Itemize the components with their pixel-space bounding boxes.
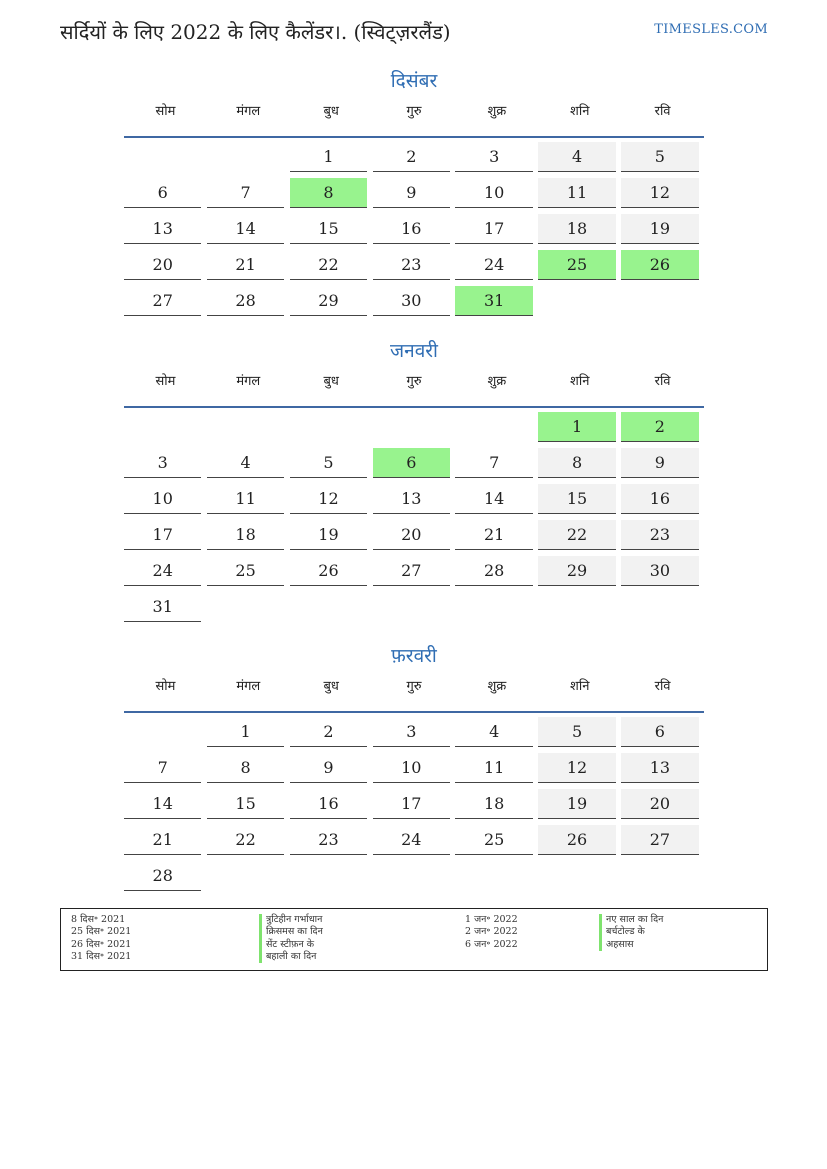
legend-date: 1 जन॰ 2022 (465, 914, 518, 925)
week-row (124, 717, 704, 753)
day-cell: 12 (621, 178, 698, 208)
weekday-label: बुध (323, 679, 339, 694)
legend-holiday-name: बर्चटोल्ड के (599, 926, 663, 938)
empty-cell (207, 412, 284, 442)
empty-cell (373, 412, 450, 442)
week-row (124, 286, 704, 322)
weekday-header-row (124, 366, 704, 408)
weekday-label: शनि (570, 104, 590, 119)
weekday-header-row (124, 96, 704, 138)
weekday-label: शनि (570, 374, 590, 389)
day-cell: 15 (207, 789, 284, 819)
legend-date: 6 जन॰ 2022 (465, 938, 518, 950)
weekday-label: शुक्र (487, 679, 507, 694)
day-cell: 24 (124, 556, 201, 586)
weekday-label: गुरु (406, 104, 422, 119)
day-cell: 16 (621, 484, 698, 514)
legend-holiday-name: सेंट स्टीफ़न के (259, 939, 323, 951)
week-row (124, 142, 704, 178)
day-cell: 4 (455, 717, 532, 747)
empty-cell (455, 412, 532, 442)
day-cell: 30 (373, 286, 450, 316)
holiday-day-cell: 8 (290, 178, 367, 208)
day-cell: 25 (207, 556, 284, 586)
empty-cell (373, 861, 450, 891)
weekday-label: रवि (654, 679, 671, 694)
week-row (124, 520, 704, 556)
day-cell: 9 (290, 753, 367, 783)
empty-cell (124, 412, 201, 442)
day-cell: 10 (124, 484, 201, 514)
day-cell: 26 (538, 825, 615, 855)
day-cell: 19 (290, 520, 367, 550)
week-row (124, 592, 704, 628)
empty-cell (207, 592, 284, 622)
day-cell: 18 (538, 214, 615, 244)
week-row (124, 412, 704, 448)
day-cell: 18 (207, 520, 284, 550)
day-cell: 5 (538, 717, 615, 747)
legend-date: 8 दिस॰ 2021 (71, 914, 126, 925)
holiday-day-cell: 25 (538, 250, 615, 280)
holiday-day-cell: 31 (455, 286, 532, 316)
day-cell: 15 (290, 214, 367, 244)
legend-date: 31 दिस॰ 2021 (71, 950, 132, 962)
day-cell: 9 (373, 178, 450, 208)
weekday-label: मंगल (236, 104, 261, 119)
day-grid (124, 412, 704, 628)
week-row (124, 448, 704, 484)
day-cell: 11 (207, 484, 284, 514)
day-cell: 6 (621, 717, 698, 747)
week-row (124, 250, 704, 286)
empty-cell (455, 861, 532, 891)
empty-cell (538, 861, 615, 891)
day-cell: 7 (124, 753, 201, 783)
empty-cell (290, 861, 367, 891)
day-cell: 17 (373, 789, 450, 819)
legend-dates-left (71, 914, 131, 963)
day-cell: 24 (373, 825, 450, 855)
empty-cell (621, 286, 698, 316)
day-cell: 11 (538, 178, 615, 208)
day-cell: 29 (538, 556, 615, 586)
day-cell: 27 (373, 556, 450, 586)
legend-date: 25 दिस॰ 2021 (71, 926, 132, 938)
weekday-header-row (124, 671, 704, 713)
site-link[interactable]: TIMESLES.COM (654, 22, 768, 37)
legend-holiday-name: क्रिसमस का दिन (259, 926, 323, 938)
day-cell: 2 (290, 717, 367, 747)
day-cell: 10 (373, 753, 450, 783)
week-row (124, 556, 704, 592)
page-title: सर्दियों के लिए 2022 के लिए कैलेंडर।. (स्विट्ज़रलैंड) (60, 20, 451, 44)
day-cell: 13 (373, 484, 450, 514)
empty-cell (207, 861, 284, 891)
day-cell: 30 (621, 556, 698, 586)
empty-cell (538, 286, 615, 316)
day-cell: 1 (207, 717, 284, 747)
week-row (124, 753, 704, 789)
day-cell: 12 (290, 484, 367, 514)
month-name: दिसंबर (390, 70, 438, 92)
day-cell: 16 (373, 214, 450, 244)
day-cell: 14 (207, 214, 284, 244)
legend-holiday-name: अहसास (599, 939, 663, 951)
day-cell: 22 (538, 520, 615, 550)
day-cell: 19 (621, 214, 698, 244)
weekday-label: शुक्र (487, 104, 507, 119)
holiday-day-cell: 2 (621, 412, 698, 442)
day-cell: 14 (455, 484, 532, 514)
legend-date: 2 जन॰ 2022 (465, 926, 518, 938)
day-cell: 21 (207, 250, 284, 280)
day-cell: 5 (621, 142, 698, 172)
legend-date: 26 दिस॰ 2021 (71, 938, 132, 950)
weekday-label: मंगल (236, 374, 261, 389)
day-cell: 16 (290, 789, 367, 819)
weekday-label: बुध (323, 374, 339, 389)
week-row (124, 789, 704, 825)
month-february (124, 641, 704, 897)
day-cell: 28 (207, 286, 284, 316)
legend-holiday-name: नए साल का दिन (599, 914, 663, 926)
day-cell: 7 (207, 178, 284, 208)
month-january (124, 336, 704, 628)
day-cell: 7 (455, 448, 532, 478)
weekday-label: शुक्र (487, 374, 507, 389)
legend-names-left (259, 914, 323, 963)
legend-holiday-name: बहाली का दिन (259, 951, 323, 963)
weekday-label: सोम (155, 374, 176, 389)
holiday-legend (60, 908, 768, 971)
day-cell: 17 (124, 520, 201, 550)
day-cell: 27 (124, 286, 201, 316)
month-name: जनवरी (390, 340, 438, 362)
day-cell: 15 (538, 484, 615, 514)
legend-holiday-name: त्रुटिहीन गर्भाधान (259, 914, 323, 926)
day-cell: 17 (455, 214, 532, 244)
day-cell: 3 (373, 717, 450, 747)
day-cell: 29 (290, 286, 367, 316)
day-cell: 21 (124, 825, 201, 855)
day-cell: 24 (455, 250, 532, 280)
day-cell: 26 (290, 556, 367, 586)
weekday-label: रवि (654, 374, 671, 389)
empty-cell (621, 861, 698, 891)
day-cell: 1 (290, 142, 367, 172)
month-december (124, 66, 704, 322)
month-name: फ़रवरी (391, 645, 437, 667)
day-cell: 8 (538, 448, 615, 478)
day-cell: 4 (207, 448, 284, 478)
day-cell: 8 (207, 753, 284, 783)
day-cell: 23 (290, 825, 367, 855)
legend-dates-right (465, 914, 518, 951)
weekday-label: गुरु (406, 374, 422, 389)
day-grid (124, 142, 704, 322)
day-cell: 27 (621, 825, 698, 855)
day-cell: 18 (455, 789, 532, 819)
day-cell: 4 (538, 142, 615, 172)
day-cell: 22 (290, 250, 367, 280)
empty-cell (373, 592, 450, 622)
day-grid (124, 717, 704, 897)
day-cell: 23 (621, 520, 698, 550)
empty-cell (455, 592, 532, 622)
weekday-label: शनि (570, 679, 590, 694)
day-cell: 25 (455, 825, 532, 855)
holiday-day-cell: 26 (621, 250, 698, 280)
day-cell: 20 (621, 789, 698, 819)
day-cell: 13 (124, 214, 201, 244)
day-cell: 3 (455, 142, 532, 172)
weekday-label: मंगल (236, 679, 261, 694)
day-cell: 11 (455, 753, 532, 783)
day-cell: 20 (373, 520, 450, 550)
day-cell: 19 (538, 789, 615, 819)
empty-cell (207, 142, 284, 172)
day-cell: 28 (455, 556, 532, 586)
empty-cell (290, 592, 367, 622)
page-header (60, 18, 768, 48)
empty-cell (124, 717, 201, 747)
day-cell: 9 (621, 448, 698, 478)
day-cell: 10 (455, 178, 532, 208)
weekday-label: सोम (155, 679, 176, 694)
empty-cell (290, 412, 367, 442)
day-cell: 14 (124, 789, 201, 819)
weekday-label: सोम (155, 104, 176, 119)
weekday-label: बुध (323, 104, 339, 119)
holiday-day-cell: 6 (373, 448, 450, 478)
week-row (124, 861, 704, 897)
week-row (124, 178, 704, 214)
day-cell: 6 (124, 178, 201, 208)
weekday-label: गुरु (406, 679, 422, 694)
day-cell: 13 (621, 753, 698, 783)
empty-cell (124, 142, 201, 172)
legend-names-right (599, 914, 663, 951)
holiday-day-cell: 1 (538, 412, 615, 442)
day-cell: 2 (373, 142, 450, 172)
day-cell: 5 (290, 448, 367, 478)
day-cell: 23 (373, 250, 450, 280)
weekday-label: रवि (654, 104, 671, 119)
week-row (124, 825, 704, 861)
day-cell: 28 (124, 861, 201, 891)
day-cell: 22 (207, 825, 284, 855)
day-cell: 31 (124, 592, 201, 622)
day-cell: 12 (538, 753, 615, 783)
week-row (124, 214, 704, 250)
day-cell: 3 (124, 448, 201, 478)
empty-cell (538, 592, 615, 622)
day-cell: 21 (455, 520, 532, 550)
empty-cell (621, 592, 698, 622)
day-cell: 20 (124, 250, 201, 280)
week-row (124, 484, 704, 520)
